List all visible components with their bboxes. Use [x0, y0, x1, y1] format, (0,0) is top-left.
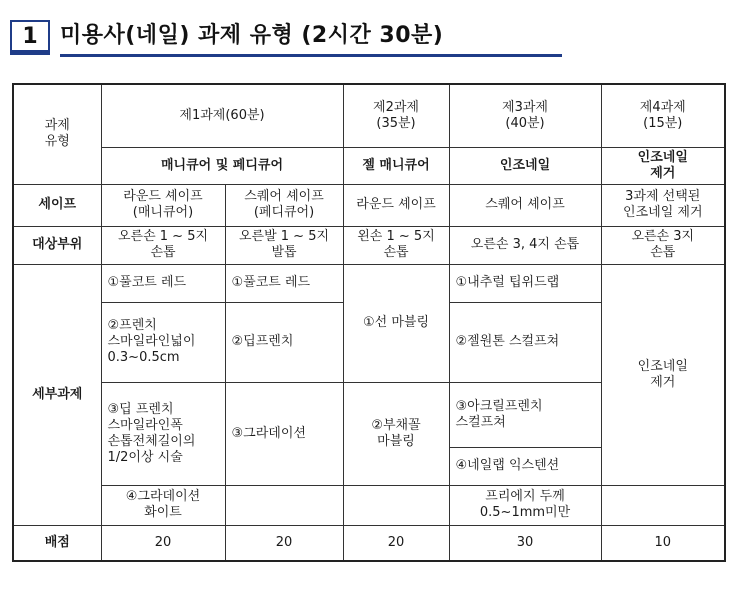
target-task1-foot: 오른발 1 ~ 5지 발톱 — [225, 226, 343, 264]
detail-task1b-empty — [225, 485, 343, 525]
score-task4: 10 — [601, 525, 725, 561]
target-task1-hand: 오른손 1 ~ 5지 손톱 — [101, 226, 225, 264]
page-title: 미용사(네일) 과제 유형 (2시간 30분) — [60, 23, 444, 48]
detail-task3-note: 프리에지 두께 0.5~1mm미만 — [449, 485, 601, 525]
target-task4: 오른손 3지 손톱 — [601, 226, 725, 264]
task4-title: 제4과제 (15분) — [601, 84, 725, 147]
shape-task1-manicure: 라운드 셰이프 (매니큐어) — [101, 184, 225, 226]
detail-task3-item3: ③아크릴프렌치 스컬프쳐 — [449, 382, 601, 447]
detail-task4: 인조네일 제거 — [601, 264, 725, 485]
task4-subtitle: 인조네일 제거 — [601, 147, 725, 184]
task1-subtitle: 매니큐어 및 페디큐어 — [101, 147, 343, 184]
detail-task3-item1: ①내추럴 팁위드랩 — [449, 264, 601, 302]
task3-subtitle: 인조네일 — [449, 147, 601, 184]
shape-task3: 스퀘어 셰이프 — [449, 184, 601, 226]
detail-task1b-item3: ③그라데이션 — [225, 382, 343, 485]
detail-task1a-item3: ③딥 프렌치 스마일라인폭 손톱전체길이의 1/2이상 시술 — [101, 382, 225, 485]
section-title — [10, 20, 562, 52]
title-underline — [60, 54, 562, 57]
header-task-type: 과제 유형 — [13, 84, 101, 184]
section-number-badge: 1 — [10, 20, 50, 52]
row-label-shape: 세이프 — [13, 184, 101, 226]
detail-task1b-item2: ②딥프렌치 — [225, 302, 343, 382]
shape-task1-pedicure: 스퀘어 셰이프 (페디큐어) — [225, 184, 343, 226]
score-task3: 30 — [449, 525, 601, 561]
detail-task2-item2: ②부채꼴 마블링 — [343, 382, 449, 485]
task2-title: 제2과제 (35분) — [343, 84, 449, 147]
shape-task4: 3과제 선택된 인조네일 제거 — [601, 184, 725, 226]
row-label-score: 배점 — [13, 525, 101, 561]
detail-task3-item2: ②젤원톤 스컬프쳐 — [449, 302, 601, 382]
target-task2: 왼손 1 ~ 5지 손톱 — [343, 226, 449, 264]
detail-task2-item1: ①선 마블링 — [343, 264, 449, 382]
detail-task1b-item1: ①풀코트 레드 — [225, 264, 343, 302]
task1-title: 제1과제(60분) — [101, 84, 343, 147]
score-task1a: 20 — [101, 525, 225, 561]
score-task1b: 20 — [225, 525, 343, 561]
score-task2: 20 — [343, 525, 449, 561]
detail-task1a-item4: ④그라데이션 화이트 — [101, 485, 225, 525]
row-label-target: 대상부위 — [13, 226, 101, 264]
detail-task1a-item2: ②프렌치 스마일라인넓이 0.3~0.5cm — [101, 302, 225, 382]
detail-task1a-item1: ①풀코트 레드 — [101, 264, 225, 302]
target-task3: 오른손 3, 4지 손톱 — [449, 226, 601, 264]
shape-task2: 라운드 셰이프 — [343, 184, 449, 226]
detail-task4-empty — [601, 485, 725, 525]
detail-task2-empty — [343, 485, 449, 525]
task-type-table — [12, 83, 726, 562]
detail-task3-item4: ④네일랩 익스텐션 — [449, 447, 601, 485]
task2-subtitle: 젤 매니큐어 — [343, 147, 449, 184]
row-label-detail: 세부과제 — [13, 264, 101, 525]
task3-title: 제3과제 (40분) — [449, 84, 601, 147]
